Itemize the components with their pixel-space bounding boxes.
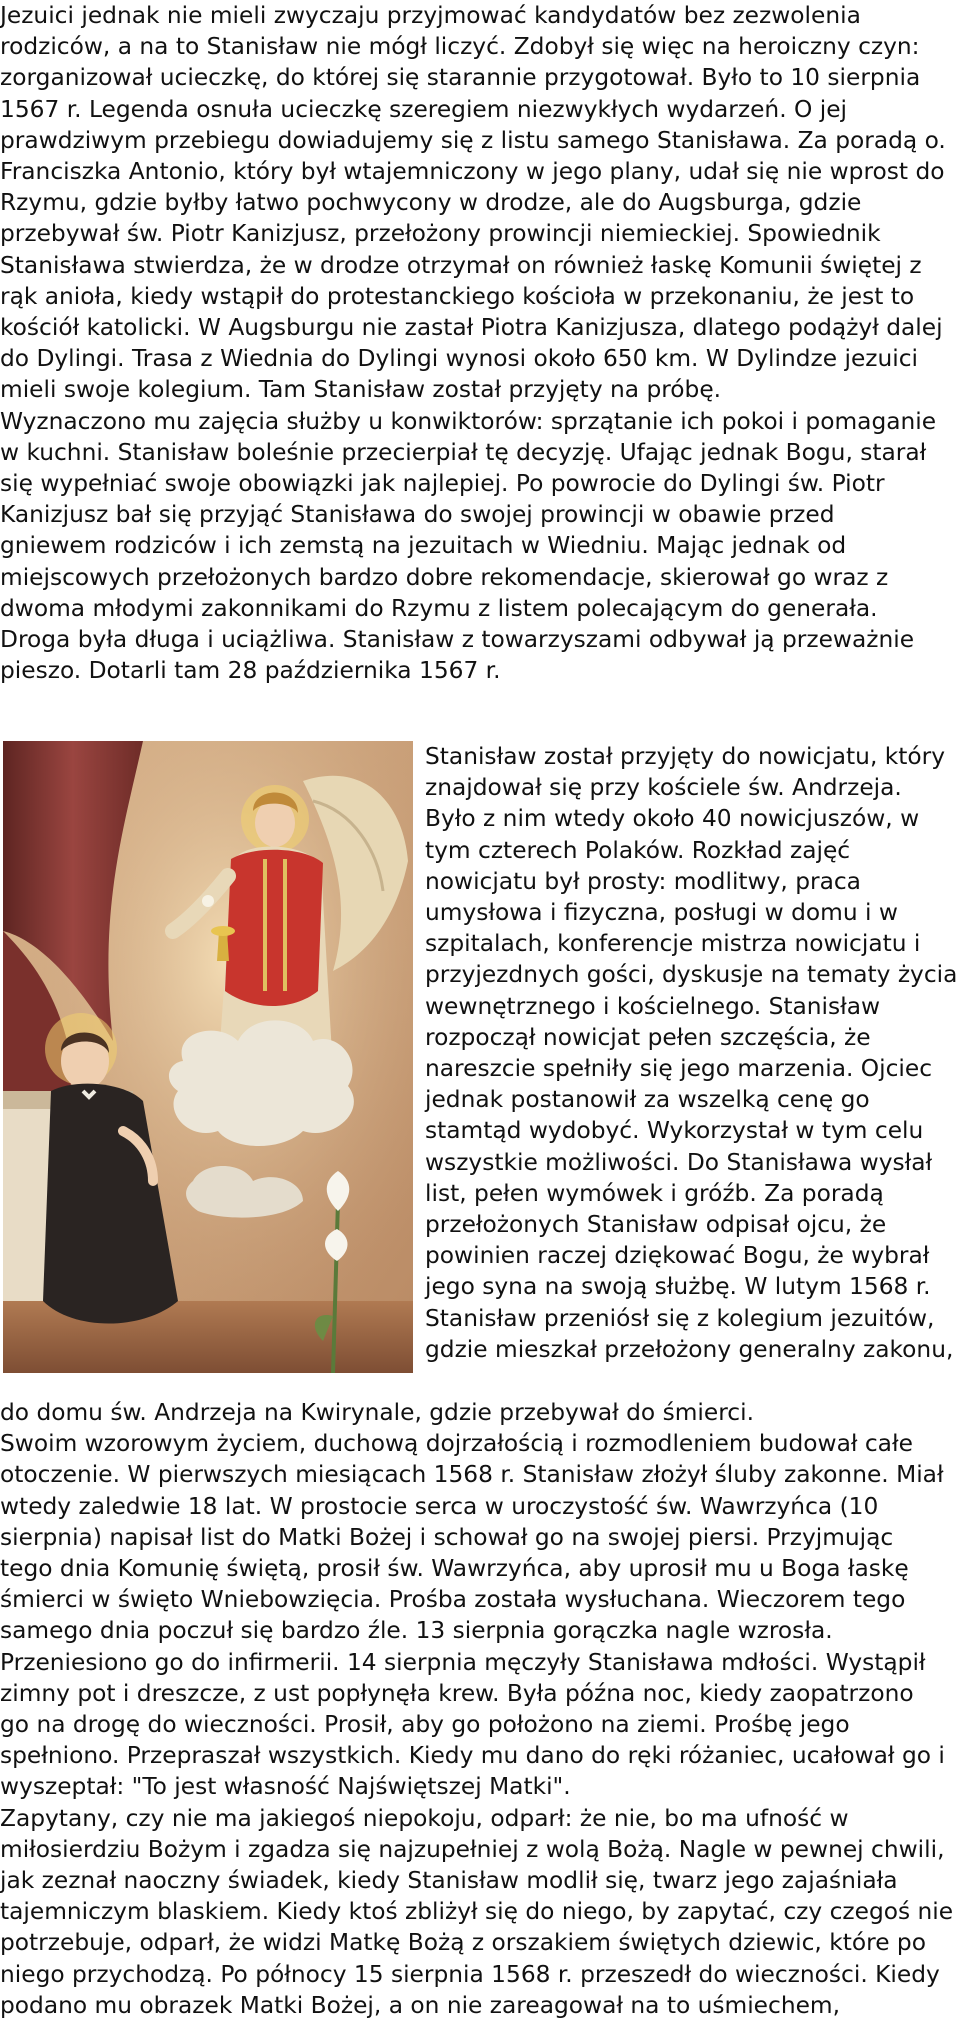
text-line: do Dylingi. Trasa z Wiednia do Dylingi wynosi około 650 km. W Dylindze jezuici bbox=[0, 345, 919, 373]
text-line: Zapytany, czy nie ma jakiegoś niepokoju, odparł: że nie, bo ma ufność w bbox=[0, 1804, 849, 1832]
text-line: Swoim wzorowym życiem, duchową dojrzałością i rozmodleniem budował całe bbox=[0, 1430, 913, 1458]
text-line: niego przychodzą. Po północy 15 sierpnia 1568 r. przeszedł do wieczności. Kiedy bbox=[0, 1960, 940, 1988]
text-line: samego dnia poczuł się bardzo źle. 13 sierpnia gorączka nagle wzrosła. bbox=[0, 1617, 833, 1645]
text-line: Franciszka Antonio, który był wtajemniczony w jego plany, udał się nie wprost do bbox=[0, 158, 945, 186]
text-line: jego syna na swoją służbę. W lutym 1568 r. bbox=[425, 1273, 931, 1301]
text-line: jak zeznał naoczny świadek, kiedy Stanisław modlił się, twarz jego zajaśniała bbox=[0, 1867, 898, 1895]
text-line: gdzie mieszkał przełożony generalny zakonu, bbox=[425, 1335, 954, 1363]
text-line: tym czterech Polaków. Rozkład zajęć bbox=[425, 836, 851, 864]
text-line: nowicjatu był prosty: modlitwy, praca bbox=[425, 867, 861, 895]
text-line: pieszo. Dotarli tam 28 października 1567 r. bbox=[0, 657, 501, 685]
text-line: nareszcie spełniły się jego marzenia. Ojciec bbox=[425, 1055, 933, 1083]
text-line: rozpoczął nowicjat pełen szczęścia, że bbox=[425, 1023, 871, 1051]
text-line: wszystkie możliwości. Do Stanisława wysłał bbox=[425, 1148, 933, 1176]
text-line: wtedy zaledwie 18 lat. W prostocie serca w uroczystość św. Wawrzyńca (10 bbox=[0, 1492, 879, 1520]
text-line: rąk anioła, kiedy wstąpił do protestanckiego kościoła w przekonaniu, że jest to bbox=[0, 282, 915, 310]
saint-stanislaus-communion-illustration bbox=[3, 741, 413, 1373]
text-line: prawdziwym przebiegu dowiadujemy się z listu samego Stanisława. Za poradą o. bbox=[0, 126, 946, 154]
text-line: 1567 r. Legenda osnuła ucieczkę szeregiem niezwykłych wydarzeń. O jej bbox=[0, 95, 848, 123]
text-line: się wypełniać swoje obowiązki jak najlepiej. Po powrocie do Dylingi św. Piotr bbox=[0, 470, 885, 498]
text-line: mieli swoje kolegium. Tam Stanisław został przyjęty na próbę. bbox=[0, 376, 722, 404]
right-column-block bbox=[425, 741, 960, 1365]
text-line: zimny pot i dreszcze, z ust popłynęła krew. Była późna noc, kiedy zaopatrzono bbox=[0, 1679, 914, 1707]
text-line: jednak postanowił za wszelką cenę go bbox=[425, 1086, 870, 1114]
bottom-paragraph-block bbox=[0, 1397, 958, 2021]
text-line: wyszeptał: "To jest własność Najświętszej Matki". bbox=[0, 1773, 571, 1801]
text-line: przebywał św. Piotr Kanizjusz, przełożony prowincji niemieckiej. Spowiednik bbox=[0, 220, 881, 248]
text-line: Kanizjusz bał się przyjąć Stanisława do swojej prowincji w obawie przed bbox=[0, 501, 835, 529]
text-line: dwoma młodymi zakonnikami do Rzymu z listem polecającym do generała. bbox=[0, 594, 878, 622]
text-line: rodziców, a na to Stanisław nie mógł liczyć. Zdobył się więc na heroiczny czyn: bbox=[0, 33, 920, 61]
text-line: podano mu obrazek Matki Bożej, a on nie zareagował na to uśmiechem, bbox=[0, 1991, 841, 2019]
text-line: znajdował się przy kościele św. Andrzeja. bbox=[425, 774, 902, 802]
text-line: miejscowych przełożonych bardzo dobre rekomendacje, skierował go wraz z bbox=[0, 563, 889, 591]
text-line: stamtąd wydobyć. Wykorzystał w tym celu bbox=[425, 1117, 924, 1145]
text-line: list, pełen wymówek i gróźb. Za poradą bbox=[425, 1179, 884, 1207]
text-line: szpitalach, konferencje mistrza nowicjatu i bbox=[425, 930, 921, 958]
text-line: zorganizował ucieczkę, do której się starannie przygotował. Było to 10 sierpnia bbox=[0, 64, 921, 92]
text-line: Wyznaczono mu zajęcia służby u konwiktorów: sprzątanie ich pokoi i pomaganie bbox=[0, 407, 937, 435]
text-line: wewnętrznego i kościelnego. Stanisław bbox=[425, 992, 881, 1020]
text-line: Jezuici jednak nie mieli zwyczaju przyjmować kandydatów bez zezwolenia bbox=[0, 2, 861, 29]
text-line: kościół katolicki. W Augsburgu nie zastał Piotra Kanizjusza, dlatego podążył dalej bbox=[0, 314, 943, 342]
text-line: przełożonych Stanisław odpisał ojcu, że bbox=[425, 1211, 887, 1239]
text-line: śmierci w święto Wniebowzięcia. Prośba została wysłuchana. Wieczorem tego bbox=[0, 1586, 906, 1614]
text-line: Przeniesiono go do infirmerii. 14 sierpnia męczyły Stanisława mdłości. Wystąpił bbox=[0, 1648, 926, 1676]
text-line: powinien raczej dziękować Bogu, że wybrał bbox=[425, 1242, 930, 1270]
text-line: tego dnia Komunię świętą, prosił św. Wawrzyńca, aby uprosił mu u Boga łaskę bbox=[0, 1555, 909, 1583]
text-line: sierpnia) napisał list do Matki Bożej i schował go na swojej piersi. Przyjmując bbox=[0, 1523, 894, 1551]
text-line: Rzymu, gdzie byłby łatwo pochwycony w drodze, ale do Augsburga, gdzie bbox=[0, 189, 862, 217]
text-line: go na drogę do wieczności. Prosił, aby go położono na ziemi. Prośbę jego bbox=[0, 1711, 850, 1739]
text-line: gniewem rodziców i ich zemstą na jezuitach w Wiedniu. Mając jednak od bbox=[0, 532, 847, 560]
text-line: Droga była długa i uciążliwa. Stanisław z towarzyszami odbywał ją przeważnie bbox=[0, 626, 915, 654]
text-line: przyjezdnych gości, dyskusje na tematy życia bbox=[425, 961, 958, 989]
text-line: potrzebuje, odparł, że widzi Matkę Bożą z orszakiem świętych dziewic, które po bbox=[0, 1929, 926, 1957]
text-line: w kuchni. Stanisław boleśnie przecierpiał tę decyzję. Ufając jednak Bogu, starał bbox=[0, 438, 927, 466]
text-line: Stanisław przeniósł się z kolegium jezuitów, bbox=[425, 1304, 935, 1332]
text-line: umysłowa i fizyczna, posługi w domu i w bbox=[425, 899, 898, 927]
top-paragraph-block bbox=[0, 0, 955, 686]
text-line: miłosierdziu Bożym i zgadza się najzupełniej z wolą Bożą. Nagle w pewnej chwili, bbox=[0, 1835, 945, 1863]
text-line: tajemniczym blaskiem. Kiedy ktoś zbliżył się do niego, by zapytać, czy czegoś nie bbox=[0, 1898, 954, 1926]
host bbox=[202, 895, 214, 907]
text-line: otoczenie. W pierwszych miesiącach 1568 r. Stanisław złożył śluby zakonne. Miał bbox=[0, 1461, 944, 1489]
text-line: Stanisław został przyjęty do nowicjatu, który bbox=[425, 743, 946, 770]
text-line: Było z nim wtedy około 40 nowicjuszów, w bbox=[425, 805, 920, 833]
text-line: Stanisława stwierdza, że w drodze otrzymał on również łaskę Komunii świętej z bbox=[0, 251, 922, 279]
text-line: do domu św. Andrzeja na Kwirynale, gdzie przebywał do śmierci. bbox=[0, 1399, 754, 1426]
angel-robe bbox=[225, 850, 323, 1006]
text-line: spełniono. Przepraszał wszystkich. Kiedy mu dano do ręki różaniec, ucałował go i bbox=[0, 1742, 945, 1770]
